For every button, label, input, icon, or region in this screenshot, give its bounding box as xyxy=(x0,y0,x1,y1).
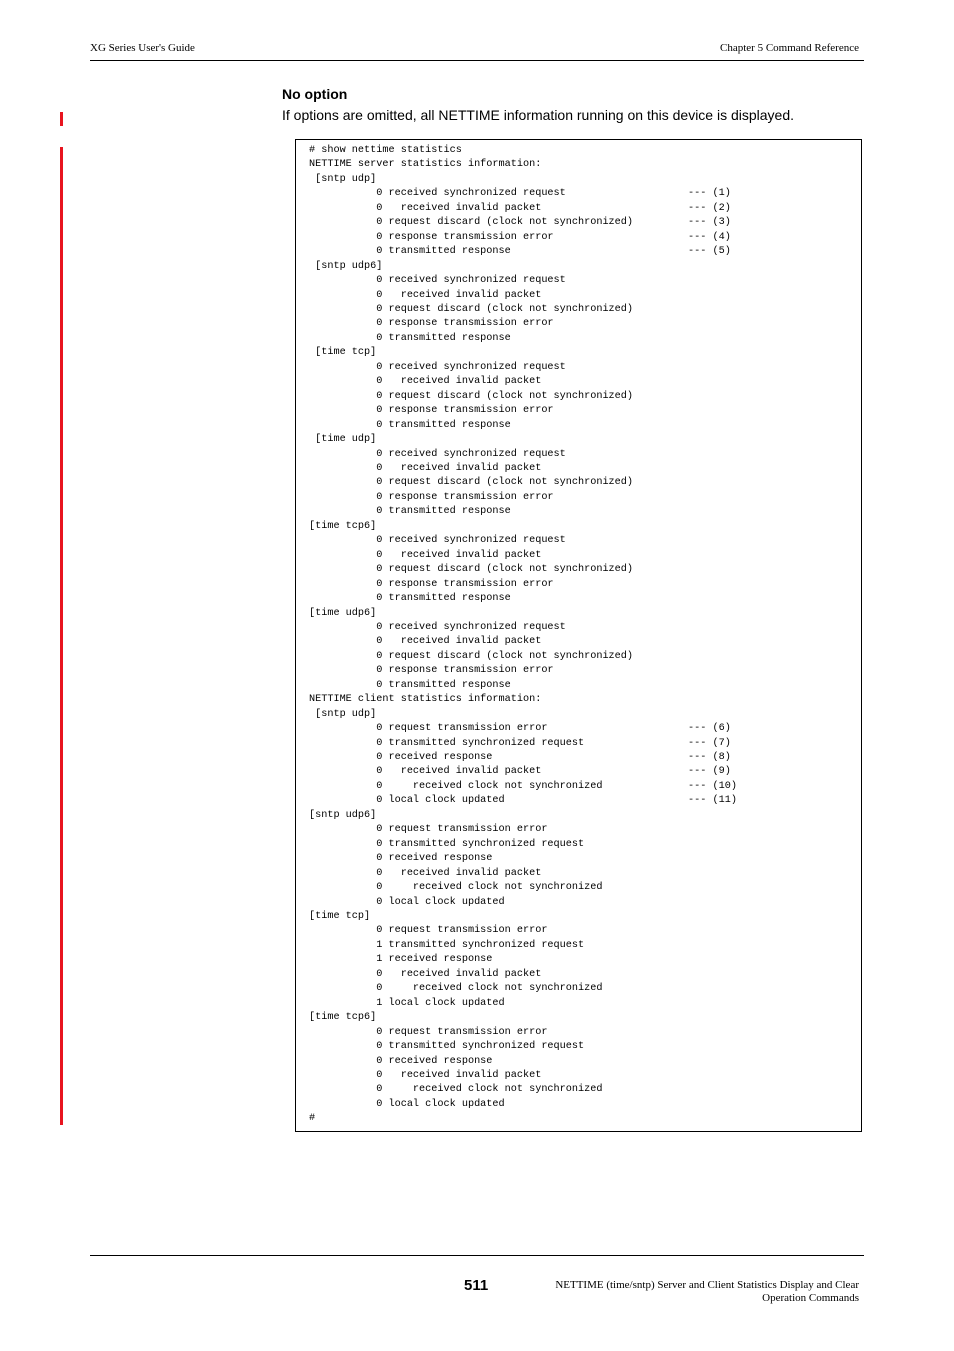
code-line: 0 transmitted synchronized request xyxy=(309,1041,585,1053)
code-line: 0 request discard (clock not synchronized) xyxy=(309,477,634,489)
code-line: 0 request transmission error --- (6) xyxy=(309,723,731,735)
code-line: 1 received response xyxy=(309,954,493,966)
code-line: 0 received synchronized request --- (1) xyxy=(309,188,731,200)
section-description: If options are omitted, all NETTIME information running on this device is displayed. xyxy=(282,107,795,123)
code-line: 0 transmitted response xyxy=(309,506,511,518)
code-line: 0 transmitted response xyxy=(309,419,511,431)
code-line: 0 response transmission error xyxy=(309,578,554,590)
code-line: # show nettime statistics xyxy=(309,145,462,156)
code-line: 0 transmitted synchronized request xyxy=(309,838,585,850)
code-line: [sntp udp] xyxy=(309,173,377,185)
code-line: 0 received invalid packet --- (2) xyxy=(309,202,731,214)
code-line: 0 local clock updated xyxy=(309,896,505,908)
code-line: 0 transmitted response xyxy=(309,593,511,605)
code-line: [time udp] xyxy=(309,434,377,446)
footer-section-title xyxy=(499,1279,859,1305)
code-line: 1 local clock updated xyxy=(309,997,505,1009)
code-line: [time udp6] xyxy=(309,607,377,619)
code-line: [sntp udp6] xyxy=(309,260,383,272)
code-line: NETTIME client statistics information: xyxy=(309,694,542,706)
code-line: 0 request discard (clock not synchronized) xyxy=(309,390,634,402)
change-bar-description xyxy=(60,112,63,126)
code-line: 0 received clock not synchronized xyxy=(309,983,603,995)
code-line: [sntp udp6] xyxy=(309,809,377,821)
code-line: 0 response transmission error xyxy=(309,665,554,677)
code-line: 0 received response xyxy=(309,853,493,865)
command-output-text xyxy=(309,144,737,1127)
header-chapter-title: Chapter 5 Command Reference xyxy=(720,42,859,54)
command-output-box xyxy=(295,139,862,1132)
code-line: 0 response transmission error --- (4) xyxy=(309,231,731,243)
code-line: 0 request transmission error xyxy=(309,824,548,836)
code-line: 1 transmitted synchronized request xyxy=(309,939,585,951)
header-rule xyxy=(90,60,864,61)
code-line: 0 received invalid packet xyxy=(309,968,542,980)
code-line: 0 request discard (clock not synchronized) xyxy=(309,564,634,576)
code-line: # xyxy=(309,1113,316,1125)
code-line: 0 received invalid packet xyxy=(309,376,542,388)
code-line: [time tcp6] xyxy=(309,520,377,532)
code-line: 0 received invalid packet xyxy=(309,867,542,879)
code-line: 0 local clock updated --- (11) xyxy=(309,795,737,807)
code-line: 0 request transmission error xyxy=(309,1026,548,1038)
code-line: 0 received invalid packet xyxy=(309,462,542,474)
code-line: 0 received clock not synchronized xyxy=(309,882,603,894)
code-line: [time tcp] xyxy=(309,911,371,923)
code-line: 0 transmitted response xyxy=(309,332,511,344)
code-line: 0 received synchronized request xyxy=(309,275,566,287)
code-line: [time tcp] xyxy=(309,347,377,359)
footer-rule xyxy=(90,1255,864,1256)
code-line: 0 received clock not synchronized xyxy=(309,1084,603,1096)
code-line: 0 received response --- (8) xyxy=(309,752,731,764)
code-line: 0 request discard (clock not synchronized) --- (3) xyxy=(309,217,731,229)
code-line: 0 received synchronized request xyxy=(309,448,566,460)
code-line: 0 received invalid packet --- (9) xyxy=(309,766,731,778)
code-line: [sntp udp] xyxy=(309,708,377,720)
code-line: NETTIME server statistics information: xyxy=(309,159,542,171)
code-line: 0 received synchronized request xyxy=(309,535,566,547)
code-line: 0 received invalid packet xyxy=(309,636,542,648)
code-line: 0 response transmission error xyxy=(309,491,554,503)
header-guide-title: XG Series User's Guide xyxy=(90,42,195,54)
code-line: 0 received invalid packet xyxy=(309,549,542,561)
change-bar-code xyxy=(60,147,63,1125)
footer-title-line-1: NETTIME (time/sntp) Server and Client Statistics Display and Clear xyxy=(555,1279,859,1291)
code-line: 0 transmitted response xyxy=(309,679,511,691)
footer-title-line-2: Operation Commands xyxy=(762,1292,859,1304)
code-line: 0 local clock updated xyxy=(309,1098,505,1110)
code-line: 0 response transmission error xyxy=(309,318,554,330)
section-title: No option xyxy=(282,86,348,102)
code-line: 0 request transmission error xyxy=(309,925,548,937)
code-line: 0 request discard (clock not synchronized) xyxy=(309,303,634,315)
code-line: 0 transmitted response --- (5) xyxy=(309,246,731,258)
code-line: 0 received response xyxy=(309,1055,493,1067)
code-line: 0 received invalid packet xyxy=(309,1070,542,1081)
code-line: 0 response transmission error xyxy=(309,405,554,417)
code-line: [time tcp6] xyxy=(309,1012,377,1024)
code-line: 0 received synchronized request xyxy=(309,621,566,633)
code-line: 0 request discard (clock not synchronized) xyxy=(309,650,634,662)
page-number: 511 xyxy=(464,1277,489,1294)
code-line: 0 received synchronized request xyxy=(309,361,566,373)
code-line: 0 received invalid packet xyxy=(309,289,542,301)
code-line: 0 transmitted synchronized request --- (7) xyxy=(309,737,731,749)
code-line: 0 received clock not synchronized --- (10) xyxy=(309,780,737,792)
